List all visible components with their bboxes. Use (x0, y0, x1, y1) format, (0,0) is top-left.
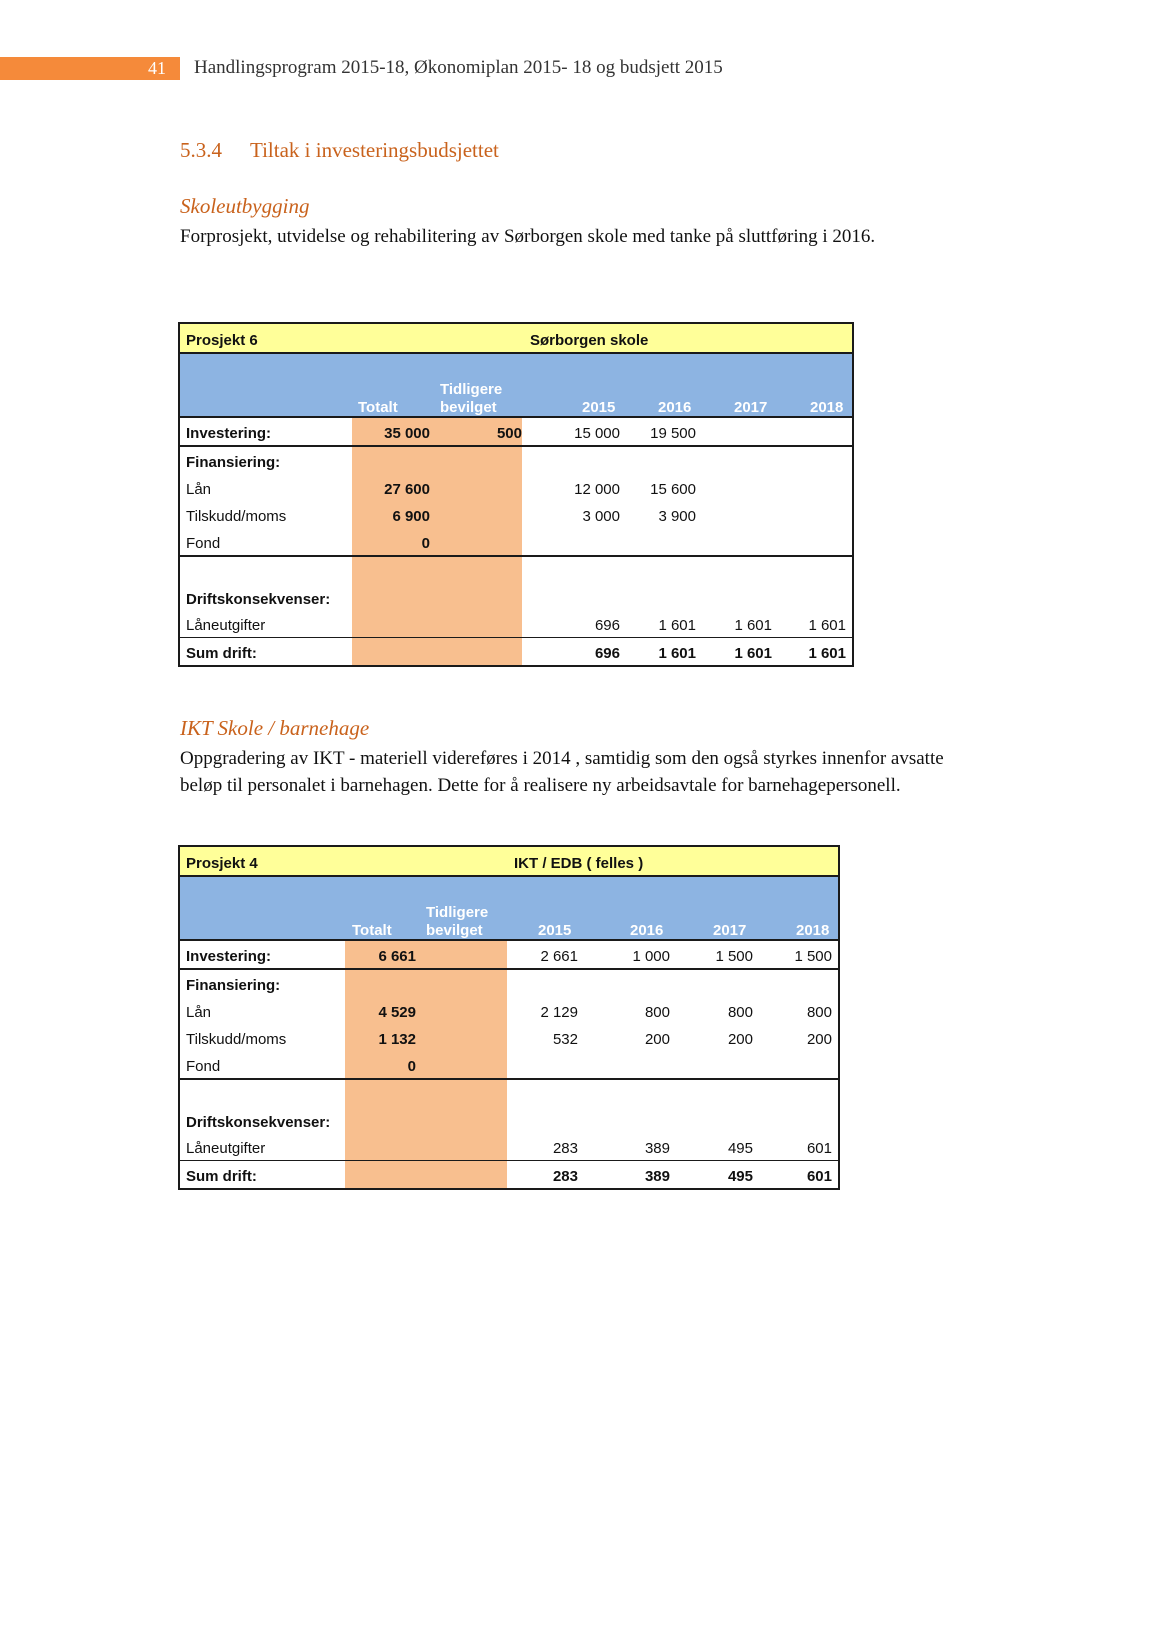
cell-2016: 800 (644, 1004, 670, 1021)
cell-totalt: 6 661 (378, 948, 416, 965)
cell-2016: 1 000 (632, 948, 670, 965)
cell-totalt: 0 (421, 535, 430, 552)
table-row-tilskudd (180, 1024, 838, 1051)
page-number: 41 (148, 58, 166, 78)
col-totalt: Totalt (358, 399, 398, 416)
page-header (0, 57, 1158, 80)
table-row-driftskonsekvenser (180, 1080, 838, 1133)
paragraph-ikt: Oppgradering av IKT - materiell videreføres i 2014 , samtidig som den også styrkes innenfor avsatte beløp til personalet i barnehagen. Dette for å realisere ny arbeidsavtale for barnehagepersonell. (180, 748, 944, 796)
col-2016: 2016 (630, 922, 664, 939)
table-row-fond (180, 1051, 838, 1080)
project-name: Sørborgen skole (530, 332, 649, 349)
project-name: IKT / EDB ( felles ) (514, 855, 644, 872)
subheading-skoleutbygging: Skoleutbygging (180, 194, 310, 218)
cell-2015: 12 000 (574, 481, 620, 498)
cell-2015: 532 (552, 1031, 578, 1048)
col-2015: 2015 (538, 922, 572, 939)
col-bevilget: bevilget (426, 922, 483, 939)
row-label: Finansiering: (186, 977, 281, 994)
table-row-sum-drift (180, 638, 852, 665)
table-row-laneutgifter (180, 1133, 838, 1161)
cell-2016: 1 601 (658, 645, 696, 662)
col-2017: 2017 (734, 399, 768, 416)
table-row-driftskonsekvenser (180, 557, 852, 610)
table-row-lan (180, 997, 838, 1024)
cell-tidligere: 500 (496, 425, 522, 442)
cell-2017: 495 (727, 1140, 753, 1157)
cell-2016: 15 600 (650, 481, 696, 498)
row-label: Finansiering: (186, 454, 281, 471)
row-label: Låneutgifter (186, 617, 266, 634)
row-label: Fond (186, 1058, 221, 1075)
running-title: Handlingsprogram 2015-18, Økonomiplan 2015- 18 og budsjett 2015 (194, 57, 723, 78)
cell-2015: 283 (552, 1168, 578, 1185)
row-label: Tilskudd/moms (186, 1031, 287, 1048)
cell-2015: 283 (552, 1140, 578, 1157)
row-label: Investering: (186, 948, 272, 965)
row-label: Fond (186, 535, 221, 552)
row-label: Låneutgifter (186, 1140, 266, 1157)
row-label: Driftskonsekvenser: (186, 591, 331, 608)
cell-2015: 2 129 (540, 1004, 578, 1021)
col-totalt: Totalt (352, 922, 392, 939)
table-row-finansiering (180, 970, 838, 997)
page-number-bar (0, 57, 180, 80)
col-2017: 2017 (713, 922, 747, 939)
table-row-sum-drift (180, 1161, 838, 1188)
table-row-fond (180, 528, 852, 557)
project-number: Prosjekt 6 (186, 332, 258, 349)
table-title-row (180, 847, 838, 877)
table-row-investering (180, 941, 838, 970)
col-2015: 2015 (582, 399, 616, 416)
cell-2016: 200 (644, 1031, 670, 1048)
section-heading (180, 138, 499, 163)
cell-2018: 1 601 (808, 645, 846, 662)
cell-2017: 495 (727, 1168, 753, 1185)
col-tidligere: Tidligere (440, 381, 503, 398)
cell-totalt: 35 000 (384, 425, 430, 442)
col-2016: 2016 (658, 399, 692, 416)
cell-totalt: 0 (407, 1058, 416, 1075)
table-header-row (180, 877, 838, 941)
cell-totalt: 4 529 (378, 1004, 416, 1021)
cell-2018: 601 (806, 1140, 832, 1157)
cell-2018: 800 (806, 1004, 832, 1021)
cell-2018: 200 (806, 1031, 832, 1048)
cell-totalt: 27 600 (384, 481, 430, 498)
paragraph-skoleutbygging: Forprosjekt, utvidelse og rehabilitering av Sørborgen skole med tanke på sluttføring i 2016. (180, 226, 876, 247)
table-row-lan (180, 474, 852, 501)
cell-2017: 200 (727, 1031, 753, 1048)
cell-2015: 696 (594, 617, 620, 634)
cell-2015: 696 (594, 645, 620, 662)
cell-2015: 3 000 (582, 508, 620, 525)
project-number: Prosjekt 4 (186, 855, 258, 872)
cell-2018: 601 (806, 1168, 832, 1185)
cell-totalt: 6 900 (392, 508, 430, 525)
table-row-investering (180, 418, 852, 447)
row-label: Lån (186, 1004, 212, 1021)
cell-2016: 3 900 (658, 508, 696, 525)
cell-2018: 1 500 (794, 948, 832, 965)
table-row-laneutgifter (180, 610, 852, 638)
row-label: Lån (186, 481, 212, 498)
row-label: Driftskonsekvenser: (186, 1114, 331, 1131)
cell-2017: 1 601 (734, 617, 772, 634)
cell-2015: 2 661 (540, 948, 578, 965)
col-2018: 2018 (796, 922, 830, 939)
cell-2017: 1 500 (715, 948, 753, 965)
col-2018: 2018 (810, 399, 844, 416)
cell-2015: 15 000 (574, 425, 620, 442)
table-header-row (180, 354, 852, 418)
budget-table-prosjekt-6 (178, 322, 854, 667)
section-title: Tiltak i investeringsbudsjettet (250, 138, 499, 162)
cell-totalt: 1 132 (378, 1031, 416, 1048)
table-row-finansiering (180, 447, 852, 474)
table-row-tilskudd (180, 501, 852, 528)
budget-table-prosjekt-4 (178, 845, 840, 1190)
row-label: Tilskudd/moms (186, 508, 287, 525)
cell-2017: 1 601 (734, 645, 772, 662)
col-tidligere: Tidligere (426, 904, 489, 921)
cell-2016: 1 601 (658, 617, 696, 634)
cell-2017: 800 (727, 1004, 753, 1021)
cell-2018: 1 601 (808, 617, 846, 634)
table-title-row (180, 324, 852, 354)
col-bevilget: bevilget (440, 399, 497, 416)
row-label: Investering: (186, 425, 272, 442)
row-label: Sum drift: (186, 645, 257, 662)
subheading-ikt: IKT Skole / barnehage (180, 716, 370, 740)
cell-2016: 389 (644, 1168, 670, 1185)
cell-2016: 19 500 (650, 425, 696, 442)
cell-2016: 389 (644, 1140, 670, 1157)
row-label: Sum drift: (186, 1168, 257, 1185)
section-number: 5.3.4 (180, 138, 222, 162)
